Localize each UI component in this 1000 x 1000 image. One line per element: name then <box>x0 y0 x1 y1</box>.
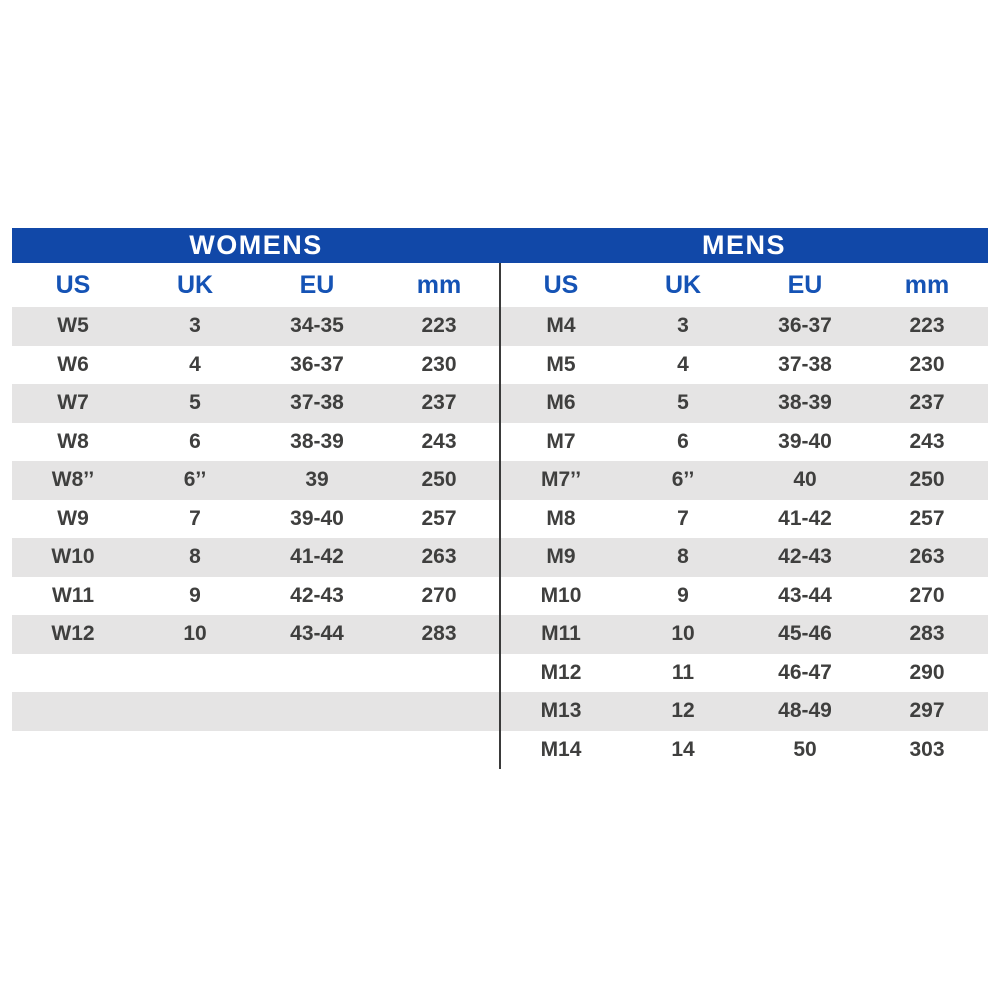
column-header-eu: EU <box>787 270 823 299</box>
tables-container <box>12 263 988 769</box>
table-row <box>500 692 988 731</box>
table-row <box>500 538 988 577</box>
size-cell: M10 <box>540 583 582 607</box>
size-cell: 263 <box>421 545 457 569</box>
size-cell: M12 <box>540 660 582 684</box>
size-cell <box>378 654 500 693</box>
size-cell <box>256 692 378 731</box>
size-cell: 10 <box>671 622 695 646</box>
size-cell <box>256 731 378 770</box>
size-cell: 5 <box>677 391 689 415</box>
table-row <box>500 615 988 654</box>
size-cell: 303 <box>909 737 945 761</box>
size-cell: M7 <box>546 429 576 453</box>
size-cell: 34-35 <box>290 314 344 338</box>
size-cell: 5 <box>189 391 201 415</box>
size-cell <box>134 654 256 693</box>
size-cell: 297 <box>909 699 945 723</box>
size-cell: M8 <box>546 506 576 530</box>
size-cell: M14 <box>540 737 582 761</box>
table-row <box>500 346 988 385</box>
size-cell: 263 <box>909 545 945 569</box>
size-cell: 39-40 <box>778 429 832 453</box>
size-cell <box>12 731 134 770</box>
size-cell: 257 <box>909 506 945 530</box>
size-cell: 14 <box>671 737 695 761</box>
size-cell: M7’’ <box>540 468 582 492</box>
size-cell: 7 <box>677 506 689 530</box>
size-cell: W8 <box>57 429 89 453</box>
size-cell: W7 <box>57 391 89 415</box>
table-row <box>12 615 500 654</box>
table-row <box>12 423 500 462</box>
column-header-us: US <box>55 270 91 299</box>
size-cell: 230 <box>909 352 945 376</box>
table-row <box>12 538 500 577</box>
size-cell: 42-43 <box>290 583 344 607</box>
size-cell: M6 <box>546 391 576 415</box>
column-header-mm: mm <box>416 270 462 299</box>
size-cell: 230 <box>421 352 457 376</box>
size-cell: 250 <box>421 468 457 492</box>
size-cell: W6 <box>57 352 89 376</box>
size-cell <box>378 731 500 770</box>
size-cell: 41-42 <box>290 545 344 569</box>
table-row <box>500 577 988 616</box>
table-row <box>12 731 500 770</box>
size-cell: 290 <box>909 660 945 684</box>
size-cell: 250 <box>909 468 945 492</box>
size-cell: W8’’ <box>51 468 95 492</box>
size-cell <box>12 692 134 731</box>
size-cell: 50 <box>793 737 817 761</box>
table-row <box>500 307 988 346</box>
size-cell: 11 <box>671 660 695 684</box>
size-cell: 4 <box>189 352 201 376</box>
size-cell: 48-49 <box>778 699 832 723</box>
womens-table-body <box>12 307 500 769</box>
womens-size-table <box>12 263 500 769</box>
size-cell: 45-46 <box>778 622 832 646</box>
table-row <box>500 654 988 693</box>
table-row <box>12 461 500 500</box>
size-cell: 39 <box>305 468 329 492</box>
table-row <box>500 500 988 539</box>
size-cell: 9 <box>189 583 201 607</box>
size-cell: M13 <box>540 699 582 723</box>
section-divider-line <box>499 263 501 769</box>
size-cell: 257 <box>421 506 457 530</box>
size-cell: 3 <box>189 314 201 338</box>
size-cell: 6 <box>189 429 201 453</box>
size-cell: 40 <box>793 468 817 492</box>
table-row <box>500 384 988 423</box>
size-cell: 223 <box>909 314 945 338</box>
size-cell: 7 <box>189 506 201 530</box>
size-cell <box>12 654 134 693</box>
size-cell: 283 <box>909 622 945 646</box>
size-cell: 36-37 <box>778 314 832 338</box>
table-row <box>12 692 500 731</box>
column-header-eu: EU <box>299 270 335 299</box>
mens-header-row <box>500 263 988 307</box>
size-cell: 6’’ <box>671 468 695 492</box>
table-row <box>12 577 500 616</box>
size-cell: M5 <box>546 352 576 376</box>
size-cell: 8 <box>189 545 201 569</box>
size-cell: W5 <box>57 314 89 338</box>
table-row <box>500 731 988 770</box>
size-cell: 37-38 <box>290 391 344 415</box>
size-cell: 42-43 <box>778 545 832 569</box>
size-cell: 270 <box>909 583 945 607</box>
size-conversion-chart <box>12 228 988 769</box>
table-row <box>500 423 988 462</box>
size-cell <box>134 692 256 731</box>
size-cell: 10 <box>183 622 207 646</box>
size-cell <box>378 692 500 731</box>
size-cell: W11 <box>51 583 95 607</box>
size-cell: 3 <box>677 314 689 338</box>
size-cell: 38-39 <box>290 429 344 453</box>
size-cell: W9 <box>57 506 89 530</box>
size-cell: 43-44 <box>290 622 344 646</box>
size-cell <box>134 731 256 770</box>
column-header-uk: UK <box>664 270 702 299</box>
size-cell: 243 <box>909 429 945 453</box>
size-cell: M11 <box>541 622 581 646</box>
size-cell: 9 <box>677 583 689 607</box>
womens-header-row <box>12 263 500 307</box>
size-cell: 12 <box>671 699 695 723</box>
size-cell: W10 <box>51 545 95 569</box>
table-row <box>500 461 988 500</box>
table-row <box>12 654 500 693</box>
size-cell <box>256 654 378 693</box>
table-row <box>12 500 500 539</box>
table-row <box>12 346 500 385</box>
mens-size-table <box>500 263 988 769</box>
size-cell: M9 <box>546 545 576 569</box>
size-cell: 37-38 <box>778 352 832 376</box>
size-cell: 39-40 <box>290 506 344 530</box>
column-header-uk: UK <box>176 270 214 299</box>
column-header-mm: mm <box>904 270 950 299</box>
table-row <box>12 384 500 423</box>
size-cell: 237 <box>421 391 457 415</box>
womens-section-title: WOMENS <box>189 230 323 260</box>
size-cell: W12 <box>51 622 95 646</box>
size-cell: 8 <box>677 545 689 569</box>
size-cell: 6 <box>677 429 689 453</box>
column-header-us: US <box>543 270 579 299</box>
size-cell: 4 <box>677 352 689 376</box>
table-row <box>12 307 500 346</box>
mens-table-body <box>500 307 988 769</box>
size-cell: 237 <box>909 391 945 415</box>
size-cell: 36-37 <box>290 352 344 376</box>
size-cell: 43-44 <box>778 583 832 607</box>
size-cell: 46-47 <box>778 660 832 684</box>
size-cell: 41-42 <box>778 506 832 530</box>
size-cell: 283 <box>421 622 457 646</box>
chart-title-bar <box>12 228 988 263</box>
size-cell: 243 <box>421 429 457 453</box>
mens-section-title: MENS <box>701 230 786 260</box>
size-cell: 38-39 <box>778 391 832 415</box>
size-cell: 6’’ <box>183 468 207 492</box>
size-cell: 223 <box>421 314 457 338</box>
size-cell: M4 <box>546 314 576 338</box>
size-cell: 270 <box>421 583 457 607</box>
